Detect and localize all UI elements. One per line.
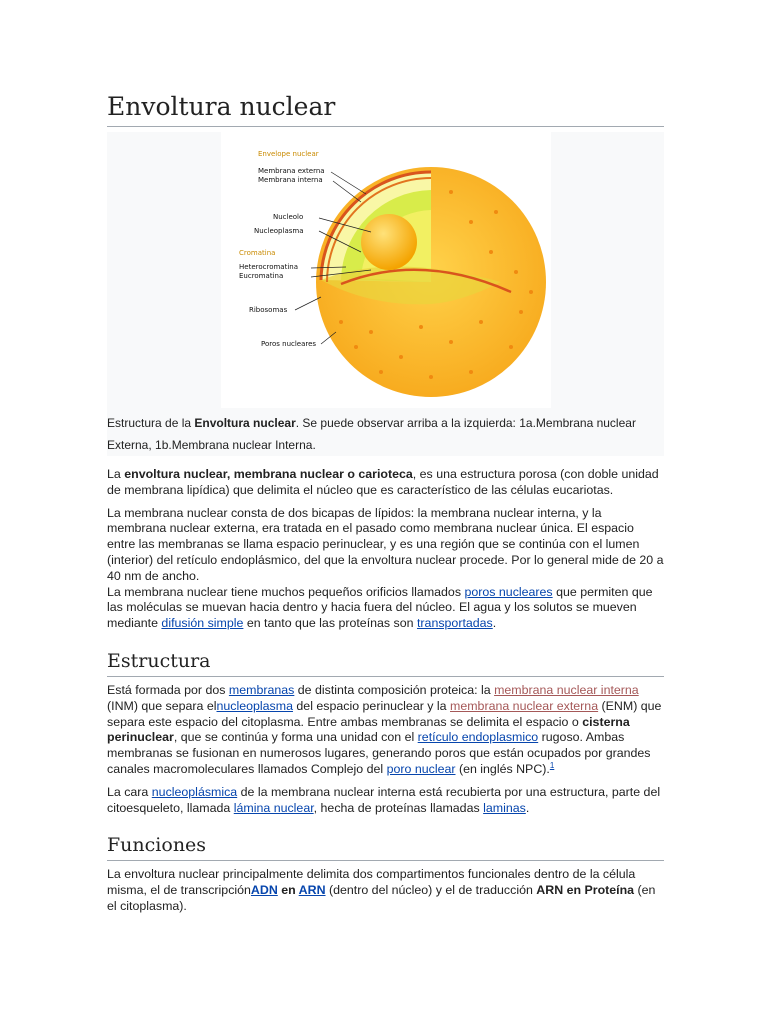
caption-bold: Envoltura nuclear xyxy=(194,416,296,430)
link-nucleoplasma[interactable]: nucleoplasma xyxy=(216,698,293,713)
link-laminas[interactable]: laminas xyxy=(483,800,526,815)
article xyxy=(107,90,664,915)
heading-estructura: Estructura xyxy=(107,648,664,677)
label-ribosomes: Ribosomas xyxy=(249,306,288,314)
page-title: Envoltura nuclear xyxy=(107,90,664,127)
caption-text-2: . Se puede observar arriba a la izquierda: 1a.Membrana nuclear Externa, 1b.Membrana nuclear Interna. xyxy=(107,416,636,452)
intro-paragraph-3: La membrana nuclear tiene muchos pequeños orificios llamados poros nucleares que permiten que las moléculas se muevan hacia dentro y hacia fuera del núcleo. El agua y los solutos se mueven mediante difusión simple en tanto que las proteínas son transportadas. xyxy=(107,584,653,631)
estructura-paragraph-2: La cara nucleoplásmica de la membrana nuclear interna está recubierta por una estructura, parte del citoesqueleto, llamada lámina nuclear, hecha de proteínas llamadas laminas. xyxy=(107,784,661,815)
link-membrana-nuclear-externa[interactable]: membrana nuclear externa xyxy=(450,698,599,713)
reference-1[interactable]: 1 xyxy=(549,760,555,770)
nucleolus xyxy=(361,214,417,270)
label-heterochromatin: Heterocromatina xyxy=(239,263,299,271)
label-envelope: Envelope nuclear xyxy=(258,150,319,158)
link-poros-nucleares[interactable]: poros nucleares xyxy=(464,584,553,599)
intro-paragraph-2: La membrana nuclear consta de dos bicapas de lípidos: la membrana nuclear interna, y la membrana nuclear externa, era tratada en el pasado como membrana nuclear única. El espacio entre las membranas se llama espacio perinuclear, y es una región que se continúa con el lumen (interior) del retículo endoplásmico, del que la envoltura nuclear procede. Por lo general mide de 20 a 40 nm de ancho. xyxy=(107,505,664,583)
label-outer-membrane: Membrana externa xyxy=(258,167,325,175)
label-nucleolus: Nucleolo xyxy=(273,213,304,221)
link-lamina-nuclear[interactable]: lámina nuclear xyxy=(233,800,314,815)
figure xyxy=(107,132,664,456)
label-chromatin: Cromatina xyxy=(239,249,276,257)
estructura-paragraph-1: Está formada por dos membranas de distinta composición proteica: la membrana nuclear interna (INM) que separa elnucleoplasma del espacio perinuclear y la membrana nuclear externa (ENM) que separa este espacio del citoplasma. Entre ambas membranas se delimita el espacio o cisterna perinuclear, que se continúa y forma una unidad con el retículo endoplasmico rugoso. Ambas membranas se fusionan en numerosos lugares, generando poros que están ocupados por grandes canales macromoleculares llamados Complejo del poro nuclear (en inglés NPC).$^1$ xyxy=(107,682,662,776)
link-adn[interactable]: ADN xyxy=(250,883,278,898)
funciones-paragraph-1: La envoltura nuclear principalmente delimita dos compartimentos funcionales dentro de la célula misma, el de transcripciónADN en ARN (dentro del núcleo) y el de traducción ARN en Proteína (en el citoplasma). xyxy=(107,867,656,913)
term-arn-proteina: ARN en Proteína xyxy=(536,883,635,898)
link-nucleoplasmica[interactable]: nucleoplásmica xyxy=(151,784,238,799)
caption-text: Estructura de la xyxy=(107,416,195,430)
link-poro-nuclear[interactable]: poro nuclear xyxy=(386,761,456,776)
link-transportadas[interactable]: transportadas xyxy=(416,616,493,631)
figure-caption xyxy=(107,408,664,456)
link-arn[interactable]: ARN xyxy=(298,883,326,898)
label-inner-membrane: Membrana interna xyxy=(258,176,323,184)
link-difusion-simple[interactable]: difusión simple xyxy=(161,616,244,631)
link-reticulo-endoplasmico[interactable]: retículo endoplasmico xyxy=(417,730,539,745)
nucleus-diagram xyxy=(221,132,551,408)
label-nucleoplasm: Nucleoplasma xyxy=(254,227,304,235)
link-membrana-nuclear-interna[interactable]: membrana nuclear interna xyxy=(494,682,639,697)
term-bold: envoltura nuclear, membrana nuclear o carioteca xyxy=(124,467,413,481)
label-euchromatin: Eucromatina xyxy=(239,272,284,280)
label-pores: Poros nucleares xyxy=(261,340,317,348)
heading-funciones: Funciones xyxy=(107,832,664,861)
link-membranas[interactable]: membranas xyxy=(228,682,295,697)
intro-paragraph-1: La envoltura nuclear, membrana nuclear o carioteca, es una estructura porosa (con doble unidad de membrana lipídica) que delimita el núcleo que es característico de las células eucariotas. xyxy=(107,467,659,497)
term-cisterna: cisterna perinuclear xyxy=(107,714,630,745)
